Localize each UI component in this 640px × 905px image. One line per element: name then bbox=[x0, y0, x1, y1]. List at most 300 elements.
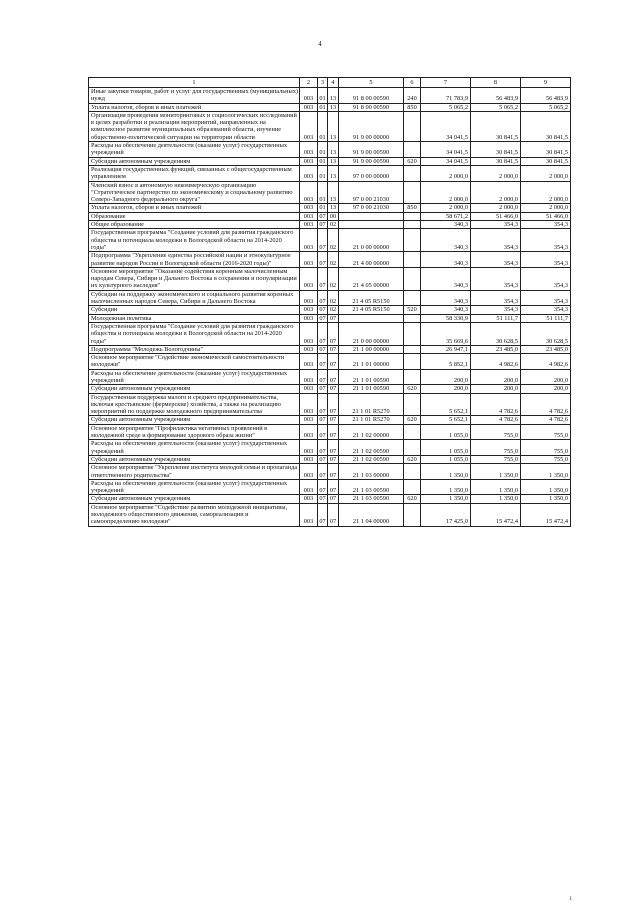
amount-year-1: 34 041,5 bbox=[421, 142, 471, 158]
expense-type-code bbox=[404, 314, 421, 322]
expense-type-code bbox=[404, 181, 421, 204]
amount-year-2: 354,3 bbox=[471, 290, 521, 306]
subsection-code: 07 bbox=[328, 495, 339, 503]
section-code: 07 bbox=[318, 322, 328, 345]
amount-year-1: 200,0 bbox=[421, 369, 471, 385]
amount-year-3: 354,3 bbox=[521, 229, 571, 252]
amount-year-3: 56 483,9 bbox=[521, 88, 571, 104]
table-row bbox=[89, 157, 571, 165]
section-code: 07 bbox=[319, 314, 326, 322]
amount-year-2: 2 000,0 bbox=[471, 165, 521, 181]
amount-year-3: 30 841,5 bbox=[521, 111, 571, 141]
column-header: 2 bbox=[300, 78, 318, 88]
subsection-code: 00 bbox=[328, 212, 339, 220]
section-code: 07 bbox=[319, 495, 326, 503]
section-code: 01 bbox=[319, 103, 326, 111]
column-header: 8 bbox=[471, 78, 521, 88]
amount-year-3: 30 628,5 bbox=[521, 322, 571, 345]
row-description: Расходы на обеспечение деятельности (оказание услуг) государственных учреждений bbox=[89, 369, 300, 385]
target-article-code: 91 8 00 00590 bbox=[339, 103, 404, 111]
table-row bbox=[89, 369, 571, 385]
subsection-code: 07 bbox=[328, 440, 339, 456]
ministry-code: 003 bbox=[300, 354, 318, 370]
ministry-code: 003 bbox=[300, 322, 318, 345]
amount-year-2: 354,3 bbox=[471, 229, 521, 252]
row-description: Подпрограмма "Укрепление единства российской нации и этнокультурное развитие народов России в Вологодской области (2016-2020 годы)" bbox=[89, 252, 300, 268]
target-article-code: 21 1 04 00000 bbox=[339, 503, 404, 526]
amount-year-2: 15 472,4 bbox=[471, 503, 521, 526]
amount-year-3: 51 111,7 bbox=[521, 314, 571, 322]
table-row bbox=[89, 252, 571, 268]
target-article-code: 21 1 02 00000 bbox=[339, 424, 404, 440]
target-article-code: 21 0 00 00000 bbox=[339, 229, 404, 252]
expense-type-code bbox=[404, 212, 421, 220]
target-article-code: 21 1 03 00590 bbox=[339, 495, 404, 503]
amount-year-2: 354,3 bbox=[471, 221, 521, 229]
amount-year-2: 56 483,9 bbox=[471, 88, 521, 104]
row-description: Расходы на обеспечение деятельности (оказание услуг) государственных учреждений bbox=[89, 440, 300, 456]
expense-type-code bbox=[404, 393, 421, 416]
amount-year-1: 340,3 bbox=[421, 229, 471, 252]
subsection-code: 13 bbox=[328, 204, 339, 212]
subsection-code: 13 bbox=[328, 157, 339, 165]
section-code: 01 bbox=[318, 142, 328, 158]
table-row bbox=[89, 111, 571, 141]
target-article-code: 21 0 00 00000 bbox=[339, 322, 404, 345]
section-code: 07 bbox=[319, 221, 326, 229]
ministry-code: 003 bbox=[300, 503, 318, 526]
target-article-code: 97 0 00 21030 bbox=[339, 181, 404, 204]
subsection-code: 13 bbox=[328, 181, 339, 204]
amount-year-2: 4 982,6 bbox=[471, 354, 521, 370]
subsection-code: 02 bbox=[328, 229, 339, 252]
target-article-code: 97 0 00 21030 bbox=[339, 204, 404, 212]
table-row bbox=[89, 204, 571, 212]
row-description: Основное мероприятие "Профилактика негативных проявлений в молодежной среде и формирование здорового образа жизни" bbox=[89, 424, 300, 440]
row-description: Уплата налогов, сборов и иных платежей bbox=[89, 204, 300, 212]
table-row bbox=[89, 306, 571, 314]
target-article-code: 91 9 00 00000 bbox=[339, 111, 404, 141]
table-row bbox=[89, 354, 571, 370]
table-row bbox=[89, 221, 571, 229]
amount-year-3: 1 350,0 bbox=[521, 464, 571, 480]
subsection-code: 02 bbox=[328, 221, 339, 229]
row-description: Государственная программа "Создание условий для развития гражданского общества и потенциала молодежи в Вологодской области на 2014-2020 годы" bbox=[89, 229, 300, 252]
table-row bbox=[89, 229, 571, 252]
expense-type-code bbox=[404, 440, 421, 456]
expense-type-code bbox=[404, 111, 421, 141]
amount-year-1: 58 671,2 bbox=[421, 212, 471, 220]
subsection-code: 07 bbox=[328, 314, 339, 322]
target-article-code bbox=[339, 221, 404, 229]
column-header: 1 bbox=[89, 78, 300, 88]
ministry-code: 003 bbox=[300, 345, 318, 353]
expense-type-code: 620 bbox=[404, 495, 421, 503]
amount-year-1: 5 652,1 bbox=[421, 393, 471, 416]
section-code: 07 bbox=[318, 479, 328, 495]
subsection-code: 02 bbox=[328, 290, 339, 306]
table-row bbox=[89, 345, 571, 353]
ministry-code: 003 bbox=[300, 88, 318, 104]
amount-year-3: 755,0 bbox=[521, 440, 571, 456]
row-description: Субсидии автономным учреждениям bbox=[89, 455, 300, 463]
ministry-code: 003 bbox=[300, 111, 318, 141]
subsection-code: 07 bbox=[328, 479, 339, 495]
target-article-code: 91 9 00 00590 bbox=[339, 157, 404, 165]
column-header: 3 bbox=[318, 78, 328, 88]
ministry-code: 003 bbox=[300, 455, 318, 463]
expense-type-code: 240 bbox=[404, 88, 421, 104]
table-row bbox=[89, 165, 571, 181]
subsection-code: 07 bbox=[328, 385, 339, 393]
table-row bbox=[89, 440, 571, 456]
expense-type-code bbox=[404, 354, 421, 370]
row-description: Основное мероприятие "Содействие экономической самостоятельности молодежи" bbox=[89, 354, 300, 370]
amount-year-3: 755,0 bbox=[521, 424, 571, 440]
row-description: Основное мероприятие "Оказание содействия коренным малочисленным народам Севера, Сибири и Дальнего Востока в сохранении и популяризации их культурного наследия" bbox=[89, 267, 300, 290]
target-article-code: 21 4 05 R5150 bbox=[339, 290, 404, 306]
budget-table bbox=[88, 77, 571, 527]
ministry-code: 003 bbox=[300, 385, 318, 393]
expense-type-code: 620 bbox=[404, 455, 421, 463]
ministry-code: 003 bbox=[300, 181, 318, 204]
section-code: 07 bbox=[319, 212, 326, 220]
amount-year-1: 5 652,1 bbox=[421, 416, 471, 424]
subsection-code: 13 bbox=[328, 165, 339, 181]
subsection-code: 07 bbox=[328, 455, 339, 463]
subsection-code: 07 bbox=[328, 424, 339, 440]
amount-year-1: 1 055,0 bbox=[421, 455, 471, 463]
amount-year-1: 35 669,6 bbox=[421, 322, 471, 345]
amount-year-1: 5 065,2 bbox=[421, 103, 471, 111]
column-header: 7 bbox=[421, 78, 471, 88]
subsection-code: 07 bbox=[328, 322, 339, 345]
target-article-code: 21 1 01 R5270 bbox=[339, 416, 404, 424]
target-article-code: 21 1 02 00590 bbox=[339, 455, 404, 463]
section-code: 07 bbox=[318, 393, 328, 416]
expense-type-code bbox=[404, 142, 421, 158]
ministry-code: 003 bbox=[300, 212, 318, 220]
row-description: Субсидии автономным учреждениям bbox=[89, 416, 300, 424]
amount-year-2: 1 350,0 bbox=[471, 464, 521, 480]
expense-type-code: 620 bbox=[404, 416, 421, 424]
row-description: Основное мероприятие "Содействие развитию молодежной инициативы, молодежного общественного движения, самореализации и самоопределению молодежи" bbox=[89, 503, 300, 526]
section-code: 07 bbox=[319, 345, 326, 353]
table-row bbox=[89, 103, 571, 111]
amount-year-2: 1 350,0 bbox=[471, 495, 521, 503]
ministry-code: 003 bbox=[300, 165, 318, 181]
row-description: Субсидии на поддержку экономического и социального развития коренных малочисленных народов Севера, Сибири и Дальнего Востока bbox=[89, 290, 300, 306]
target-article-code bbox=[339, 212, 404, 220]
ministry-code: 003 bbox=[300, 252, 318, 268]
ministry-code: 003 bbox=[300, 424, 318, 440]
ministry-code: 003 bbox=[300, 440, 318, 456]
column-header: 4 bbox=[328, 78, 339, 88]
row-description: Общее образование bbox=[89, 221, 300, 229]
table-row bbox=[89, 212, 571, 220]
section-code: 07 bbox=[319, 416, 326, 424]
amount-year-1: 2 000,0 bbox=[421, 181, 471, 204]
target-article-code: 97 0 00 00000 bbox=[339, 165, 404, 181]
amount-year-1: 1 350,0 bbox=[421, 464, 471, 480]
ministry-code: 003 bbox=[300, 464, 318, 480]
expense-type-code bbox=[404, 345, 421, 353]
subsection-code: 07 bbox=[328, 345, 339, 353]
amount-year-3: 30 841,5 bbox=[521, 142, 571, 158]
table-row bbox=[89, 424, 571, 440]
ministry-code: 003 bbox=[300, 314, 318, 322]
row-description: Уплата налогов, сборов и иных платежей bbox=[89, 103, 300, 111]
amount-year-2: 200,0 bbox=[471, 369, 521, 385]
expense-type-code bbox=[404, 369, 421, 385]
table-header-row bbox=[89, 78, 571, 88]
row-description: Реализация государственных функций, связанных с общегосударственным управлением bbox=[89, 165, 300, 181]
subsection-code: 02 bbox=[328, 267, 339, 290]
row-description: Организация проведения мониторинговых и социологических исследований в целях разработки и реализации мероприятий, направленных на комплексное развитие муниципальных образований области, изучение общественно-политической ситуации на территории области bbox=[89, 111, 300, 141]
ministry-code: 003 bbox=[300, 393, 318, 416]
section-code: 07 bbox=[318, 252, 328, 268]
table-row bbox=[89, 181, 571, 204]
amount-year-1: 34 041,5 bbox=[421, 111, 471, 141]
ministry-code: 003 bbox=[300, 221, 318, 229]
section-code: 07 bbox=[318, 229, 328, 252]
subsection-code: 07 bbox=[328, 416, 339, 424]
amount-year-3: 1 350,0 bbox=[521, 495, 571, 503]
row-description: Субсидии автономным учреждениям bbox=[89, 385, 300, 393]
amount-year-1: 340,3 bbox=[421, 306, 471, 314]
target-article-code: 21 4 05 R5150 bbox=[339, 306, 404, 314]
target-article-code: 91 8 00 00590 bbox=[339, 88, 404, 104]
section-code: 07 bbox=[319, 306, 326, 314]
expense-type-code: 850 bbox=[404, 204, 421, 212]
section-code: 01 bbox=[319, 157, 326, 165]
expense-type-code bbox=[404, 252, 421, 268]
amount-year-2: 354,3 bbox=[471, 252, 521, 268]
row-description: Субсидии автономным учреждениям bbox=[89, 157, 300, 165]
amount-year-2: 23 485,0 bbox=[471, 345, 521, 353]
amount-year-2: 30 628,5 bbox=[471, 322, 521, 345]
amount-year-1: 340,3 bbox=[421, 221, 471, 229]
section-code: 01 bbox=[319, 204, 326, 212]
ministry-code: 003 bbox=[300, 267, 318, 290]
section-code: 07 bbox=[318, 424, 328, 440]
amount-year-3: 5 065,2 bbox=[521, 103, 571, 111]
subsection-code: 02 bbox=[328, 306, 339, 314]
table-row bbox=[89, 479, 571, 495]
amount-year-3: 51 466,0 bbox=[521, 212, 571, 220]
table-row bbox=[89, 290, 571, 306]
ministry-code: 003 bbox=[300, 157, 318, 165]
amount-year-3: 354,3 bbox=[521, 221, 571, 229]
ministry-code: 003 bbox=[300, 306, 318, 314]
amount-year-1: 340,3 bbox=[421, 267, 471, 290]
subsection-code: 13 bbox=[328, 142, 339, 158]
column-header: 5 bbox=[339, 78, 404, 88]
expense-type-code bbox=[404, 464, 421, 480]
expense-type-code bbox=[404, 267, 421, 290]
amount-year-3: 30 841,5 bbox=[521, 157, 571, 165]
subsection-code: 02 bbox=[328, 252, 339, 268]
expense-type-code bbox=[404, 424, 421, 440]
section-code: 07 bbox=[318, 440, 328, 456]
table-row bbox=[89, 385, 571, 393]
subsection-code: 07 bbox=[328, 503, 339, 526]
amount-year-1: 200,0 bbox=[421, 385, 471, 393]
amount-year-3: 4 982,6 bbox=[521, 354, 571, 370]
amount-year-3: 23 485,0 bbox=[521, 345, 571, 353]
expense-type-code: 520 bbox=[404, 306, 421, 314]
expense-type-code bbox=[404, 229, 421, 252]
ministry-code: 003 bbox=[300, 479, 318, 495]
amount-year-2: 4 782,6 bbox=[471, 416, 521, 424]
section-code: 07 bbox=[318, 267, 328, 290]
expense-type-code bbox=[404, 290, 421, 306]
amount-year-1: 1 055,0 bbox=[421, 424, 471, 440]
target-article-code: 21 1 02 00590 bbox=[339, 440, 404, 456]
amount-year-2: 30 841,5 bbox=[471, 142, 521, 158]
page-number: 4 bbox=[318, 40, 322, 48]
expense-type-code: 620 bbox=[404, 157, 421, 165]
amount-year-3: 354,3 bbox=[521, 267, 571, 290]
table-row bbox=[89, 464, 571, 480]
expense-type-code bbox=[404, 479, 421, 495]
target-article-code: 21 4 00 00000 bbox=[339, 252, 404, 268]
target-article-code: 21 1 03 00590 bbox=[339, 479, 404, 495]
expense-type-code: 850 bbox=[404, 103, 421, 111]
expense-type-code bbox=[404, 503, 421, 526]
row-description: Подпрограмма "Молодежь Вологодчины" bbox=[89, 345, 300, 353]
table-row bbox=[89, 88, 571, 104]
subsection-code: 07 bbox=[328, 464, 339, 480]
expense-type-code bbox=[404, 165, 421, 181]
row-description: Субсидии bbox=[89, 306, 300, 314]
target-article-code: 91 9 00 00590 bbox=[339, 142, 404, 158]
amount-year-1: 5 852,1 bbox=[421, 354, 471, 370]
section-code: 01 bbox=[318, 88, 328, 104]
amount-year-2: 4 782,6 bbox=[471, 393, 521, 416]
amount-year-2: 755,0 bbox=[471, 424, 521, 440]
amount-year-2: 5 065,2 bbox=[471, 103, 521, 111]
amount-year-2: 2 000,0 bbox=[471, 204, 521, 212]
amount-year-3: 200,0 bbox=[521, 385, 571, 393]
amount-year-3: 15 472,4 bbox=[521, 503, 571, 526]
amount-year-1: 340,3 bbox=[421, 252, 471, 268]
amount-year-1: 2 000,0 bbox=[421, 165, 471, 181]
amount-year-2: 200,0 bbox=[471, 385, 521, 393]
row-description: Образование bbox=[89, 212, 300, 220]
expense-type-code bbox=[404, 221, 421, 229]
section-code: 01 bbox=[318, 165, 328, 181]
amount-year-2: 30 841,5 bbox=[471, 111, 521, 141]
ministry-code: 003 bbox=[300, 229, 318, 252]
target-article-code: 21 1 01 00590 bbox=[339, 369, 404, 385]
amount-year-1: 26 947,1 bbox=[421, 345, 471, 353]
row-description: Расходы на обеспечение деятельности (оказание услуг) государственных учреждений bbox=[89, 142, 300, 158]
amount-year-3: 4 782,6 bbox=[521, 416, 571, 424]
table-row bbox=[89, 267, 571, 290]
amount-year-2: 51 466,0 bbox=[471, 212, 521, 220]
amount-year-2: 354,3 bbox=[471, 306, 521, 314]
row-description: Государственная поддержка малого и среднего предпринимательства, включая крестьянские (фермерские) хозяйства, а также на реализацию мероприятий по поддержке молодежного предпринимательства bbox=[89, 393, 300, 416]
amount-year-3: 200,0 bbox=[521, 369, 571, 385]
section-code: 07 bbox=[318, 464, 328, 480]
row-description: Членский взнос в автономную некоммерческую организацию "Стратегическое партнерство по экономическому и социальному развитию Северо-Западного федерального округа" bbox=[89, 181, 300, 204]
amount-year-1: 2 000,0 bbox=[421, 204, 471, 212]
target-article-code: 21 1 01 00000 bbox=[339, 354, 404, 370]
amount-year-3: 2 000,0 bbox=[521, 165, 571, 181]
amount-year-2: 30 841,5 bbox=[471, 157, 521, 165]
amount-year-1: 1 350,0 bbox=[421, 495, 471, 503]
section-code: 07 bbox=[318, 503, 328, 526]
target-article-code: 21 1 03 00000 bbox=[339, 464, 404, 480]
amount-year-2: 354,3 bbox=[471, 267, 521, 290]
table-row bbox=[89, 416, 571, 424]
amount-year-3: 2 000,0 bbox=[521, 204, 571, 212]
ministry-code: 003 bbox=[300, 103, 318, 111]
amount-year-3: 755,0 bbox=[521, 455, 571, 463]
amount-year-3: 354,3 bbox=[521, 290, 571, 306]
amount-year-2: 755,0 bbox=[471, 440, 521, 456]
expense-type-code bbox=[404, 322, 421, 345]
amount-year-3: 2 000,0 bbox=[521, 181, 571, 204]
target-article-code: 21 1 01 00590 bbox=[339, 385, 404, 393]
ministry-code: 003 bbox=[300, 369, 318, 385]
amount-year-2: 51 111,7 bbox=[471, 314, 521, 322]
ministry-code: 003 bbox=[300, 204, 318, 212]
amount-year-1: 340,3 bbox=[421, 290, 471, 306]
amount-year-3: 4 782,6 bbox=[521, 393, 571, 416]
target-article-code: 21 1 00 00000 bbox=[339, 345, 404, 353]
amount-year-1: 71 783,9 bbox=[421, 88, 471, 104]
ministry-code: 003 bbox=[300, 416, 318, 424]
column-header: 9 bbox=[521, 78, 571, 88]
amount-year-2: 2 000,0 bbox=[471, 181, 521, 204]
target-article-code: 21 1 01 R5270 bbox=[339, 393, 404, 416]
corner-mark: i bbox=[570, 896, 572, 902]
amount-year-1: 1 350,0 bbox=[421, 479, 471, 495]
row-description: Иные закупки товаров, работ и услуг для государственных (муниципальных) нужд bbox=[89, 88, 300, 104]
section-code: 07 bbox=[319, 385, 326, 393]
section-code: 07 bbox=[318, 354, 328, 370]
subsection-code: 13 bbox=[328, 88, 339, 104]
amount-year-2: 755,0 bbox=[471, 455, 521, 463]
section-code: 07 bbox=[319, 455, 326, 463]
table-row bbox=[89, 142, 571, 158]
table-row bbox=[89, 314, 571, 322]
subsection-code: 13 bbox=[328, 111, 339, 141]
row-description: Основное мероприятие "Укрепление института молодой семьи и пропаганда ответственного родительства" bbox=[89, 464, 300, 480]
row-description: Субсидии автономным учреждениям bbox=[89, 495, 300, 503]
budget-table-container bbox=[88, 77, 570, 527]
subsection-code: 07 bbox=[328, 393, 339, 416]
table-row bbox=[89, 393, 571, 416]
column-header: 6 bbox=[404, 78, 421, 88]
subsection-code: 07 bbox=[328, 369, 339, 385]
target-article-code: 21 4 05 00000 bbox=[339, 267, 404, 290]
amount-year-1: 1 055,0 bbox=[421, 440, 471, 456]
amount-year-3: 354,3 bbox=[521, 306, 571, 314]
ministry-code: 003 bbox=[300, 290, 318, 306]
amount-year-1: 17 425,0 bbox=[421, 503, 471, 526]
subsection-code: 13 bbox=[328, 103, 339, 111]
table-row bbox=[89, 495, 571, 503]
table-row bbox=[89, 322, 571, 345]
ministry-code: 003 bbox=[300, 142, 318, 158]
section-code: 01 bbox=[318, 111, 328, 141]
expense-type-code: 620 bbox=[404, 385, 421, 393]
subsection-code: 07 bbox=[328, 354, 339, 370]
amount-year-2: 1 350,0 bbox=[471, 479, 521, 495]
